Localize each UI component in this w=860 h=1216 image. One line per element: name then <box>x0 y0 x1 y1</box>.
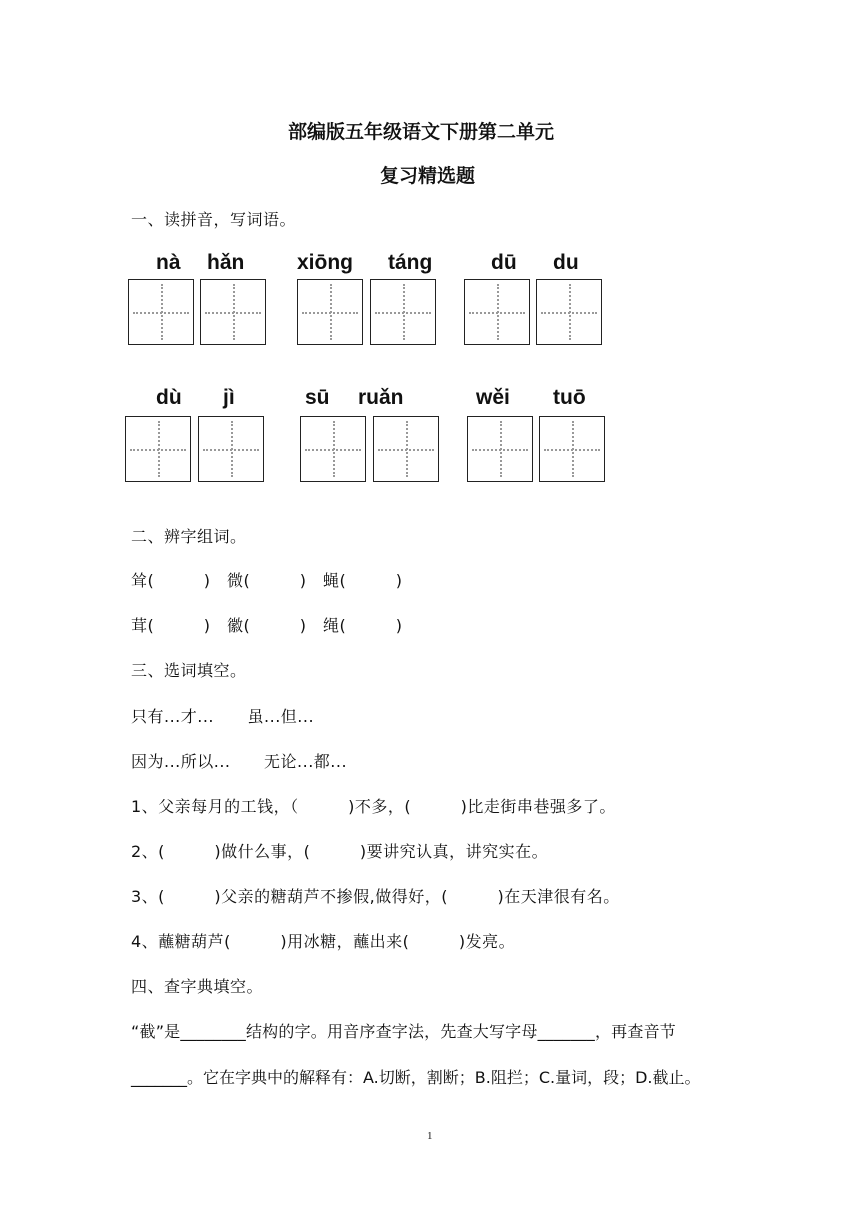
pinyin-du3: dù <box>156 386 182 409</box>
writing-box[interactable] <box>464 279 530 345</box>
pinyin-xiong: xiōng <box>297 251 353 274</box>
section2-line2: 茸( ) 徽( ) 绳( ) <box>131 616 403 635</box>
pinyin-su: sū <box>305 386 330 409</box>
question-3: 3、( )父亲的糖葫芦不掺假,做得好，( )在天津很有名。 <box>131 887 620 906</box>
writing-box[interactable] <box>128 279 194 345</box>
page-number: 1 <box>427 1130 433 1142</box>
writing-box[interactable] <box>467 416 533 482</box>
pinyin-han: hǎn <box>207 251 245 274</box>
section3-heading: 三、选词填空。 <box>131 661 247 680</box>
writing-box[interactable] <box>198 416 264 482</box>
writing-box[interactable] <box>539 416 605 482</box>
pinyin-ji: jì <box>223 386 235 409</box>
section3-options2: 因为...所以... 无论...都... <box>131 752 348 771</box>
section2-heading: 二、辨字组词。 <box>131 527 247 546</box>
document-subtitle: 复习精选题 <box>380 165 476 187</box>
section4-heading: 四、查字典填空。 <box>131 977 264 996</box>
section4-line1: “截”是________结构的字。用音序查字法，先查大写字母_______，再查音节 <box>131 1022 676 1041</box>
pinyin-na: nà <box>156 251 181 274</box>
pinyin-du1: dū <box>491 251 517 274</box>
writing-box[interactable] <box>536 279 602 345</box>
question-1: 1、父亲每月的工钱，（ )不多，( )比走街串巷强多了。 <box>131 797 616 816</box>
writing-box[interactable] <box>200 279 266 345</box>
pinyin-du2: du <box>553 251 579 274</box>
question-2: 2、( )做什么事，( )要讲究认真，讲究实在。 <box>131 842 549 861</box>
pinyin-tuo: tuō <box>553 386 586 409</box>
section1-heading: 一、读拼音，写词语。 <box>131 210 297 229</box>
writing-box[interactable] <box>373 416 439 482</box>
writing-box[interactable] <box>370 279 436 345</box>
section3-options1: 只有...才... 虽...但... <box>131 707 315 726</box>
writing-box[interactable] <box>300 416 366 482</box>
pinyin-wei: wěi <box>476 386 510 409</box>
question-4: 4、蘸糖葫芦( )用冰糖，蘸出来( )发亮。 <box>131 932 516 951</box>
section2-line1: 耸( ) 微( ) 蝇( ) <box>131 571 403 590</box>
document-title: 部编版五年级语文下册第二单元 <box>288 121 555 143</box>
pinyin-ruan: ruǎn <box>358 386 404 409</box>
writing-box[interactable] <box>125 416 191 482</box>
section4-line2: _______。它在字典中的解释有：A.切断，割断；B.阻拦；C.量词，段；D.截止。 <box>131 1068 701 1087</box>
pinyin-tang: táng <box>388 251 433 274</box>
writing-box[interactable] <box>297 279 363 345</box>
